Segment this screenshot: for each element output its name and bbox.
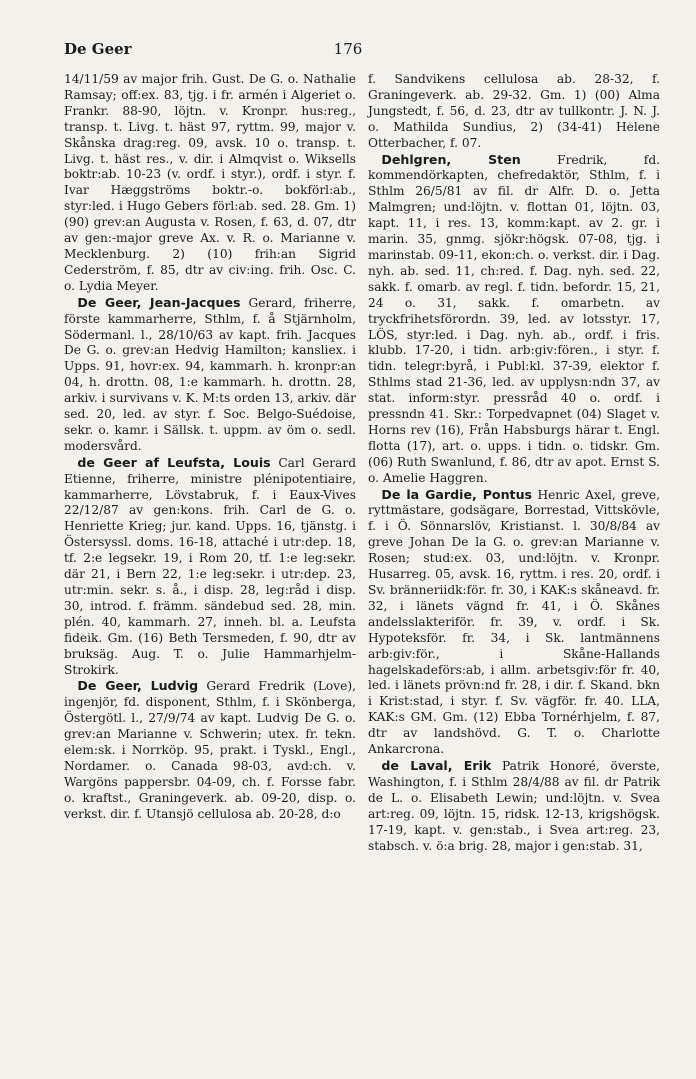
entry — [368, 487, 660, 758]
entry-name: de Geer af Leufsta, Louis — [77, 454, 271, 470]
entry — [64, 295, 356, 455]
entry-text: f. Sandvikens cellulosa ab. 28-32, f. Graningeverk. ab. 29-32. Gm. 1) (00) Alma Jungstedt, f. 56, d. 23, dtr av tullkontr. J. N. J. o. Mathilda Sundius, 2) (34-41) Helene Otterbacher, f. 07. — [368, 72, 660, 150]
entry — [368, 152, 660, 487]
entry-text: Gerard Fredrik (Love), ingenjör, fd. disponent, Sthlm, f. i Skönberga, Östergötl. l., 27/9/74 av kapt. Ludvig De G. o. grev:an Marianne v. Schwerin; utex. fr. tekn. elem:sk. i Norrköp. 95, prakt. i Tyskl., Engl., Nordamer. o. Canada 98-03, avd:ch. v. Wargöns pappersbr. 04-09, ch. f. Forsse fabr. o. kraftst., Graningeverk. ab. 09-20, disp. o. verkst. dir. f. Utansjö cellulosa ab. 20-28, d:o — [64, 679, 356, 821]
entry — [64, 455, 356, 679]
entry-text: Henric Axel, greve, ryttmästare, godsägare, Borrestad, Vittskövle, f. i Ö. Sönnarslöv, Kristianst. l. 30/8/84 av greve Johan De la G. o. grev:an Marianne v. Rosen; stud:ex. 03, und:löjtn. v. Kronpr. Husarreg. 05, avsk. 16, ryttm. i res. 20, ordf. i Sv. bränneriidk:för. fr. 30, i KAK:s skåneavd. fr. 32, i länets vägnd fr. 41, i Ö. Skånes andelsslakteriför. fr. 39, v. ordf. i Sk. Hypoteksför. fr. 34, i Sk. lantmännens arb:giv:för., i Skåne-Hallands hagelskadeförs:ab, i allm. arbetsgiv:för fr. 40, led. i länets prövn:nd fr. 28, i dir. f. Skand. bkn i Krist:stad, i styr. f. Sv. vägför. fr. 40. LLA, KAK:s GM. Gm. (12) Ebba Tornérhjelm, f. 87, dtr av landshövd. G. T. o. Charlotte Ankarcrona. — [368, 487, 660, 757]
entry-continuation — [368, 72, 660, 152]
entry-text: Carl Gerard Etienne, friherre, ministre plénipotentiaire, kammarherre, Lövstabruk, f. i Eaux-Vives 22/12/87 av gen:kons. frih. Carl de G. o. Henriette Krieg; jur. kand. Upps. 16, tjänstg. i Östersyssl. doms. 16-18, attaché i utr:dep. 18, tf. 2:e legsekr. 19, i Rom 20, tf. 1:e leg:sekr. där 21, i Bern 22, 1:e leg:sekr. i utr:dep. 23, utr:min. sekr. s. å., i disp. 28, leg:råd i disp. 30, introd. f. främm. sändebud sed. 28, min. plén. 40, kammarh. 27, inneh. bl. a. Leufsta fideik. Gm. (16) Beth Tersmeden, f. 90, dtr av bruksäg. Aug. T. o. Julie Hammarhjelm-Strokirk. — [64, 455, 357, 677]
entry-continuation — [64, 72, 356, 295]
entry-name: De Geer, Ludvig — [77, 678, 199, 694]
running-head: De Geer — [64, 40, 132, 58]
right-column — [368, 72, 660, 854]
entry-text: Fredrik, fd. kommendörkapten, chefredaktör, Sthlm, f. i Sthlm 26/5/81 av fil. dr Alfr. D. o. Jetta Malmgren; und:löjtn. v. flottan 01, löjtn. 03, kapt. 11, i res. 13, komm:kapt. av 2. gr. i marin. 35, gnmg. sjökr:högsk. 07-08, tjg. i marinstab. 09-11, ekon:ch. o. verkst. dir. i Dag. nyh. ab. sed. 11, ch:red. f. Dag. nyh. sed. 22, sakk. f. omarb. av regl. f. tidn. befordr. 15, 21, 24 o. 31, sakk. f. omarbetn. av tryckfrihetsförordn. 39, led. av lotsstyr. 17, LÖS, styr:led. i Dag. nyh. ab., ordf. i fris. klubb. 17-20, i tidn. arb:giv:fören., i styr. f. tidn. telegr:byrå, i Publ:kl. 37-39, elektor f. Sthlms stad 21-36, led. av upplysn:ndn 37, av stat. inform:styr. pressråd 40 o. ordf. i pressndn 41. Skr.: Torpedvapnet (04) Slaget v. Horns rev (16), Från Habsburgs härar t. Engl. flotta (17), art. o. upps. i tidn. o. tidskr. Gm. (06) Ruth Swanlund, f. 86, dtr av apot. Ernst S. o. Amelie Haggren. — [368, 152, 660, 485]
entry — [368, 758, 660, 854]
entry-text: Gerard, friherre, förste kammarherre, Sthlm, f. å Stjärnholm, Södermanl. l., 28/10/63 av kapt. frih. Jacques De G. o. grev:an Hedvig Hamilton; kansliex. i Upps. 91, hovr:ex. 94, kammarh. h. kronpr:an 04, h. drottn. 08, 1:e kammarh. h. drottn. 28, arkiv. i survivans v. K. M:ts orden 13, arkiv. där sed. 20, led. av styr. f. Soc. Belgo-Suédoise, sekr. o. kamr. i Sällsk. t. uppm. av öm o. sedl. modersvård. — [64, 295, 357, 453]
left-column — [64, 72, 356, 823]
entry — [64, 678, 356, 822]
entry-text: Patrik Honoré, överste, Washington, f. i Sthlm 28/4/88 av fil. dr Patrik de L. o. Elisabeth Lewin; und:löjtn. v. Svea art:reg. 09, löjtn. 15, ridsk. 12-13, krigshögsk. 17-19, kapt. v. gen:stab., i Svea art:reg. 23, stabsch. v. ö:a brig. 28, major i gen:stab. 31, — [368, 758, 660, 853]
entry-name: De la Gardie, Pontus — [381, 486, 533, 502]
page-number: 176 — [333, 40, 363, 58]
entry-text: 14/11/59 av major frih. Gust. De G. o. Nathalie Ramsay; off:ex. 83, tjg. i fr. armén i Algeriet o. Frankr. 88-90, löjtn. v. Kronpr. hus:reg., transp. t. Livg. t. häst 97, ryttm. 99, major v. Skånska drag:reg. 09, avsk. 10 o. transp. t. Livg. t. häst res., v. dir. i Almqvist o. Wiksells boktr:ab. 10-23 (v. ordf. i styr.), ordf. i styr. f. Ivar Hæggströms boktr.-o. bokförl:ab., styr:led. i Hugo Gebers förl:ab. sed. 28. Gm. 1) (90) grev:an Augusta v. Rosen, f. 63, d. 07, dtr av gen:-major greve Ax. v. R. o. Marianne v. Mecklenburg. 2) (10) frih:an Sigrid Cederström, f. 85, dtr av civ:ing. frih. Osc. C. o. Lydia Meyer. — [64, 72, 356, 293]
entry-name: de Laval, Erik — [381, 757, 492, 773]
entry-name: Dehlgren, Sten — [381, 151, 521, 167]
page-header — [64, 40, 632, 64]
entry-name: De Geer, Jean-Jacques — [77, 294, 241, 310]
